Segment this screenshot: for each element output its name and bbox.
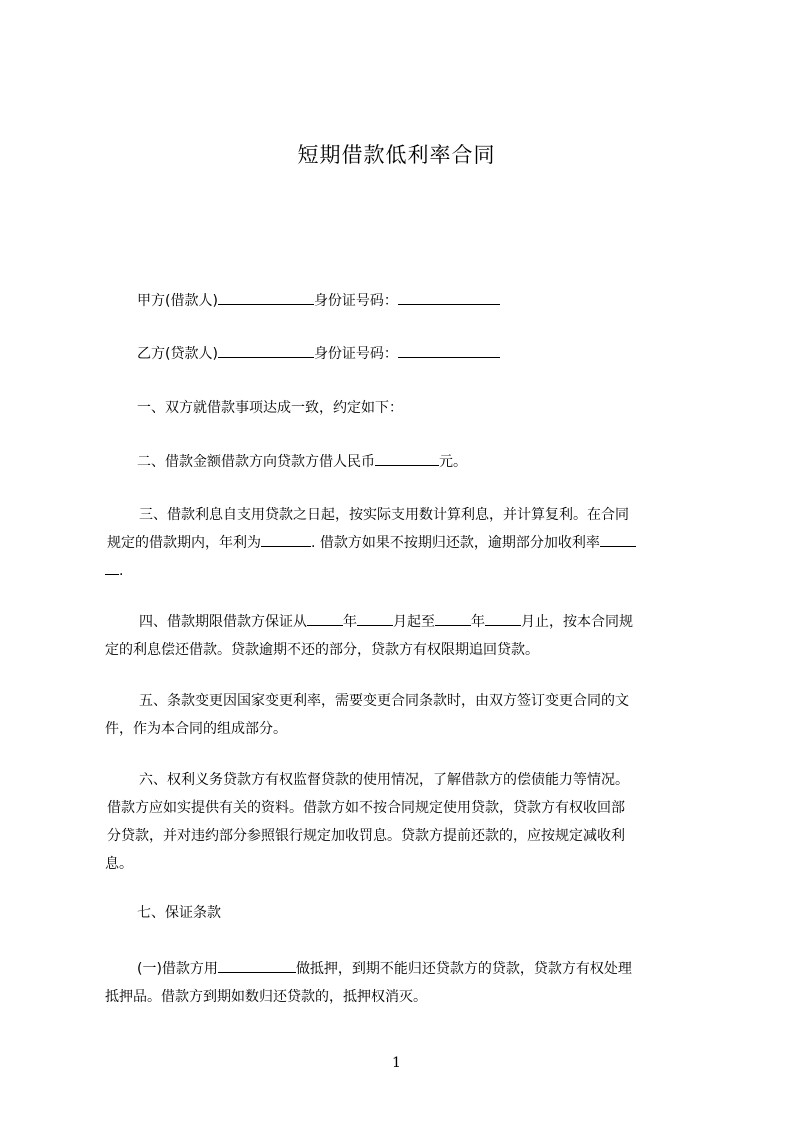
- party-a-line: [105, 287, 701, 315]
- clause-5: [105, 687, 701, 743]
- clause-6-line-2: 借款方应如实提供有关的资料。借款方如不按合同规定使用贷款，贷款方有权收回部: [107, 800, 625, 816]
- party-b-line: [105, 340, 701, 368]
- party-b-label: 乙方(贷款人): [137, 346, 218, 362]
- party-a-label: 甲方(借款人): [137, 293, 218, 309]
- clause-3: [105, 501, 701, 585]
- clause-7-1-before: (一)借款方用: [137, 961, 218, 977]
- party-a-id-blank[interactable]: [398, 288, 500, 305]
- clause-4-line-2: 定的利息偿还借款。贷款逾期不还的部分，贷款方有权限期追回贷款。: [105, 642, 539, 658]
- clause-3-line-2-mid: . 借款方如果不按期归还款，逾期部分加收利率: [311, 535, 600, 551]
- start-year-blank[interactable]: [307, 609, 343, 626]
- clause-3-line-3-end: .: [119, 563, 124, 579]
- end-year-blank[interactable]: [435, 609, 471, 626]
- clause-2-text-after: 元。: [439, 454, 467, 470]
- clause-4: [105, 608, 701, 664]
- clause-4-part-3: 月起至: [393, 614, 435, 630]
- party-b-id-blank[interactable]: [398, 341, 500, 358]
- overdue-rate-blank-cont[interactable]: [105, 558, 119, 575]
- clause-7-1-after: 做抵押，到期不能归还贷款方的贷款，贷款方有权处理: [295, 961, 632, 977]
- clause-3-line-2-before: 规定的借款期内，年利为: [107, 535, 261, 551]
- party-a-id-label: 身份证号码：: [313, 293, 398, 309]
- clause-6-line-3: 分贷款，并对违约部分参照银行规定加收罚息。贷款方提前还款的，应按规定减收利: [107, 828, 625, 844]
- clause-7-heading: 七、保证条款: [137, 905, 221, 921]
- start-month-blank[interactable]: [357, 609, 393, 626]
- clause-1-text: 一、双方就借款事项达成一致，约定如下：: [137, 400, 403, 416]
- clause-7-1-line-2: 抵押品。借款方到期如数归还贷款的，抵押权消灭。: [105, 989, 427, 1005]
- party-b-id-label: 身份证号码：: [313, 346, 398, 362]
- party-b-name-blank[interactable]: [218, 341, 314, 358]
- collateral-blank[interactable]: [218, 956, 296, 973]
- annual-rate-blank[interactable]: [261, 530, 311, 547]
- clause-7: [105, 899, 701, 927]
- page-number: 1: [392, 1055, 401, 1071]
- loan-amount-blank[interactable]: [375, 449, 439, 466]
- clause-7-1: [105, 955, 701, 1011]
- clause-6: [105, 766, 701, 878]
- clause-2-text-before: 二、借款金额借款方向贷款方借人民币: [137, 454, 375, 470]
- clause-6-line-4: 息。: [105, 856, 133, 872]
- clause-5-line-2: 件，作为本合同的组成部分。: [105, 721, 287, 737]
- clause-3-line-1: 三、借款利息自支用贷款之日起，按实际支用数计算利息，并计算复利。在合同: [139, 507, 629, 523]
- end-month-blank[interactable]: [485, 609, 521, 626]
- clause-4-part-5: 月止，按本合同规: [521, 614, 633, 630]
- overdue-rate-blank[interactable]: [600, 530, 636, 547]
- clause-6-line-1: 六、权利义务贷款方有权监督贷款的使用情况，了解借款方的偿债能力等情况。: [139, 772, 629, 788]
- clause-4-part-4: 年: [471, 614, 485, 630]
- party-a-name-blank[interactable]: [218, 288, 314, 305]
- clause-4-part-1: 四、借款期限借款方保证从: [139, 614, 307, 630]
- clause-2: [105, 448, 701, 476]
- document-title: 短期借款低利率合同: [297, 143, 496, 167]
- clause-5-line-1: 五、条款变更因国家变更利率，需要变更合同条款时，由双方签订变更合同的文: [139, 693, 629, 709]
- clause-4-part-2: 年: [343, 614, 357, 630]
- clause-1: [105, 394, 701, 422]
